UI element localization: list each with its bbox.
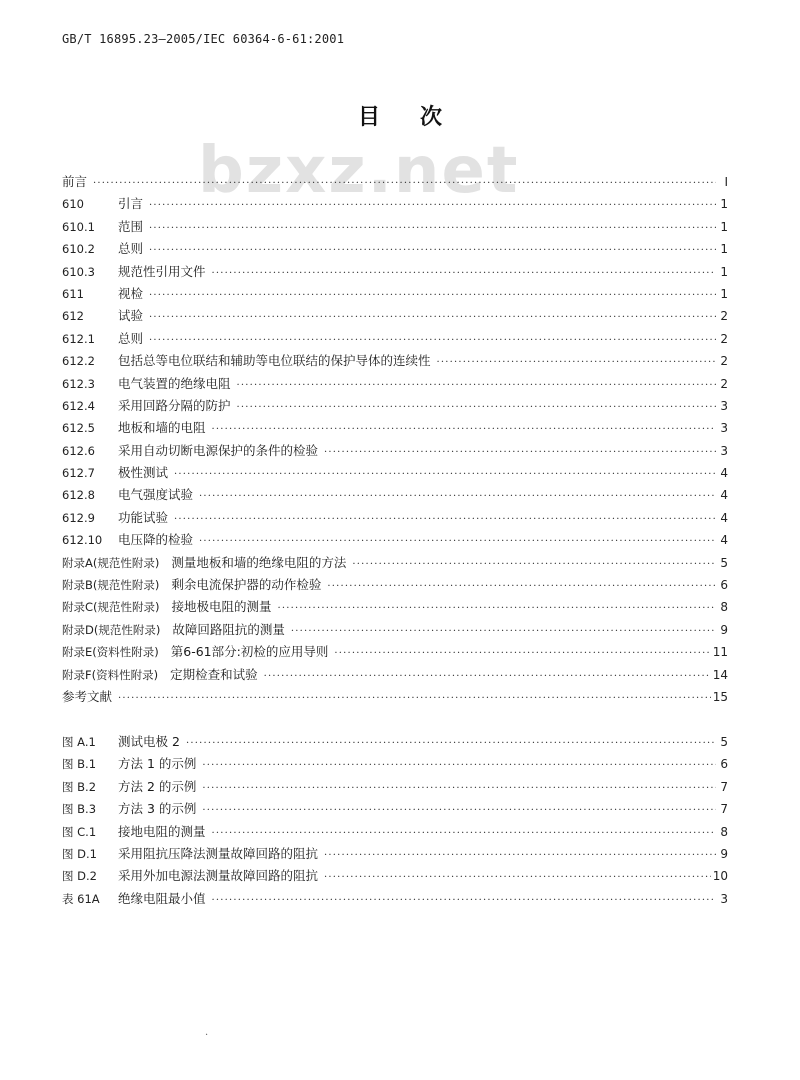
toc-entry[interactable] [62,283,728,305]
toc-dot-leader [212,823,716,845]
toc-dot-leader [202,755,716,777]
toc-entry-title: 总则 [118,330,144,346]
toc-entry-number: 612 [62,309,84,324]
toc-entry-label [62,529,197,551]
toc-entry-page: 3 [720,443,728,458]
toc-entry[interactable] [62,641,728,663]
toc-dot-leader [352,554,716,576]
toc-entry-title: 测量地板和墙的绝缘电阻的方法 [171,554,347,570]
scan-dot: · [205,1030,209,1041]
toc-entry[interactable] [62,261,728,283]
toc-dot-leader [174,509,716,531]
toc-entry-label [62,596,276,618]
toc-entry-number: 612.10 [62,533,103,548]
toc-entry[interactable] [62,821,728,843]
toc-dot-leader [174,464,716,486]
toc-entry-number: 图 D.2 [62,869,97,884]
toc-entry-page: 8 [720,824,728,839]
toc-entry-number: 附录B(规范性附录) [62,578,160,593]
toc-dot-leader [264,666,711,688]
toc-entry-label [62,798,200,820]
toc-entry-label [62,641,332,663]
toc-entry-label [62,619,289,641]
toc-entry-number: 612.1 [62,331,95,346]
toc-dot-leader [149,330,716,352]
toc-entry-title: 地板和墙的电阻 [118,420,206,436]
toc-entry-page: 1 [720,197,728,212]
toc-entry-page: 5 [720,735,728,749]
toc-dot-leader [199,486,716,508]
toc-entry-page: 1 [720,286,728,301]
toc-entry-page: 5 [720,555,728,570]
toc-entry-page: 7 [720,779,728,794]
toc-entry-page: 11 [712,645,728,660]
toc-entry-title: 引言 [118,196,144,212]
toc-entry-page: 4 [720,533,728,548]
toc-entry[interactable] [62,619,728,641]
toc-entry-page: 1 [720,219,728,234]
toc-entry-label [62,574,325,596]
toc-entry[interactable] [62,596,728,618]
toc-dot-leader [149,307,716,329]
toc-entry-label [62,753,200,775]
toc-entry-page: 2 [720,354,728,369]
toc-entry[interactable] [62,395,728,417]
toc-entry-title: 故障回路阻抗的测量 [172,621,285,637]
toc-entry-label [62,776,200,798]
toc-entry-page: 6 [720,578,728,593]
toc-entry[interactable] [62,552,728,574]
toc-entry-page: 2 [720,331,728,346]
toc-entry-number: 610.1 [62,219,95,234]
toc-entry-page: 10 [712,869,728,884]
toc-entry-label [62,731,184,753]
toc-dot-leader [199,531,716,553]
toc-dot-leader [278,598,716,620]
toc-entry[interactable] [62,417,728,439]
toc-entry-page: 1 [720,264,728,279]
toc-entry-number: 附录C(规范性附录) [62,600,160,615]
toc-dot-leader [212,890,716,912]
toc-dot-leader [149,285,716,307]
toc-entry-title: 极性测试 [118,465,169,481]
toc-entry-number: 612.5 [62,421,95,436]
toc-entry-number: 612.6 [62,443,95,458]
toc-entry[interactable] [62,373,728,395]
toc-entry-page: 15 [712,689,728,704]
toc-entry-label [62,686,116,708]
toc-entry-label [62,888,210,910]
toc-entry-title: 方法 1 的示例 [118,756,197,772]
toc-dot-leader [149,218,716,240]
toc-entry-title: 前言 [62,174,88,189]
toc-entry-number: 图 B.2 [62,779,97,794]
toc-entry[interactable] [62,798,728,820]
toc-dot-leader [324,867,711,889]
toc-dot-leader [291,621,716,643]
toc-entry-label [62,821,210,843]
toc-entry-number: 图 D.1 [62,846,97,861]
toc-entry-number: 611 [62,286,84,301]
toc-entry[interactable] [62,305,728,327]
toc-dot-leader [202,800,716,822]
toc-entry[interactable] [62,888,728,910]
toc-entry[interactable] [62,574,728,596]
toc-entry-label [62,238,147,260]
toc-entry-label [62,328,147,350]
toc-entry-page: 9 [720,846,728,861]
toc-entry-number: 610.2 [62,242,95,257]
toc-entry-title: 采用自动切断电源保护的条件的检验 [118,442,319,458]
toc-dot-leader [118,688,711,710]
toc-dot-leader [324,845,716,867]
toc-dot-leader [324,442,716,464]
toc-entry-title: 接地电阻的测量 [118,823,206,839]
toc-entry-page: 7 [720,802,728,817]
toc-dot-leader [149,195,716,217]
toc-entry[interactable] [62,171,728,193]
toc-dot-leader [149,240,716,262]
toc-entry[interactable] [62,865,728,887]
toc-entry-number: 610 [62,197,84,212]
toc-entry-number: 612.3 [62,376,95,391]
toc-entry-label [62,305,147,327]
toc-entry-title: 电气强度试验 [118,487,194,503]
toc-entry-label [62,417,210,439]
toc-entry-page: 3 [720,421,728,436]
toc-entry-page: 3 [720,891,728,906]
toc-entry-title: 定期检查和试验 [170,666,258,682]
toc-entry[interactable] [62,753,728,775]
toc-entry-title: 范围 [118,218,144,234]
toc-entry-label [62,552,350,574]
toc-entry[interactable] [62,462,728,484]
toc-entry-number: 图 C.1 [62,824,97,839]
page-title: 目次 [357,105,482,130]
toc-entry-title: 采用回路分隔的防护 [118,397,231,413]
toc-entry-label [62,395,235,417]
toc-entry-title: 包括总等电位联结和辅助等电位联结的保护导体的连续性 [118,353,431,369]
toc-entry-title: 方法 3 的示例 [118,801,197,817]
toc-entry[interactable] [62,507,728,529]
toc-entry-title: 测试电极 2 [118,734,180,749]
standard-code-header: GB/T 16895.23—2005/IEC 60364-6-61:2001 [62,32,345,46]
toc-entry[interactable] [62,484,728,506]
toc-entry-label [62,261,210,283]
toc-entry[interactable] [62,350,728,372]
toc-entry-page: 4 [720,510,728,525]
toc-entry-number: 图 A.1 [62,735,96,749]
toc-entry-number: 附录E(资料性附录) [62,645,159,660]
toc-entry-title: 第6-61部分:初检的应用导则 [170,644,329,660]
toc-entry[interactable] [62,664,728,686]
toc-entry-number: 612.9 [62,510,95,525]
toc-entry-title: 采用阻抗压降法测量故障回路的阻抗 [118,845,319,861]
toc-entry-page: 9 [720,622,728,637]
toc-entry-title: 方法 2 的示例 [118,778,197,794]
toc-dot-leader [437,352,716,374]
toc-entry-title: 剩余电流保护器的动作检验 [171,577,322,593]
toc-dot-leader [212,419,716,441]
toc-entry-number: 612.7 [62,466,95,481]
toc-entry[interactable] [62,328,728,350]
toc-entry-title: 总则 [118,241,144,257]
toc-entry-label [62,664,262,686]
toc-entry-title: 试验 [118,308,144,324]
toc-entry-number: 610.3 [62,264,95,279]
toc-entry-label [62,865,322,887]
toc-entry-page: 4 [720,488,728,503]
toc-entry-label [62,507,172,529]
toc-entry[interactable] [62,843,728,865]
toc-entry-number: 612.8 [62,488,95,503]
toc-entry-page: 3 [720,398,728,413]
toc-entry-number: 表 61A [62,891,100,906]
toc-entry-label [62,462,172,484]
toc-entry[interactable] [62,776,728,798]
toc-figures-list [62,731,728,910]
toc-entry[interactable] [62,686,728,708]
toc-entry-page: 2 [720,376,728,391]
toc-entry-number: 612.4 [62,398,95,413]
toc-entry-title: 电压降的检验 [118,532,194,548]
watermark: bzxz.net [198,134,520,208]
toc-entry[interactable] [62,238,728,260]
toc-entry-page: 6 [720,757,728,772]
toc-entry-title: 视检 [118,285,144,301]
toc-entry-page: 4 [720,466,728,481]
toc-entry-label [62,171,91,193]
toc-entry-label [62,843,322,865]
toc-entry-number: 图 B.3 [62,802,97,817]
toc-entry-title: 绝缘电阻最小值 [118,890,206,906]
toc-entry-page: Ⅰ [724,175,728,189]
toc-entry-page: 1 [720,242,728,257]
toc-dot-leader [212,263,716,285]
toc-entry-page: 14 [712,667,728,682]
toc-dot-leader [186,733,716,755]
toc-entry-title: 接地极电阻的测量 [171,599,272,615]
toc-entry-number: 附录D(规范性附录) [62,622,161,637]
toc-entry[interactable] [62,193,728,215]
toc-dot-leader [327,576,716,598]
toc-main-list [62,171,728,708]
toc-dot-leader [202,778,716,800]
toc-entry-label [62,283,147,305]
toc-entry-title: 功能试验 [118,509,169,525]
toc-entry-title: 电气装置的绝缘电阻 [118,375,231,391]
toc-dot-leader [237,397,716,419]
toc-entry-label [62,193,147,215]
toc-entry[interactable] [62,440,728,462]
toc-entry-label [62,216,147,238]
toc-entry-page: 8 [720,600,728,615]
toc-entry-label [62,440,322,462]
toc-dot-leader [93,173,716,195]
toc-entry-title: 采用外加电源法测量故障回路的阻抗 [118,868,319,884]
toc-entry-title: 规范性引用文件 [118,263,206,279]
toc-entry-label [62,373,235,395]
toc-entry-label [62,350,435,372]
toc-entry-number: 附录F(资料性附录) [62,667,159,682]
toc-entry[interactable] [62,731,728,753]
toc-entry[interactable] [62,216,728,238]
toc-entry-number: 图 B.1 [62,757,97,772]
toc-entry[interactable] [62,529,728,551]
toc-dot-leader [334,643,710,665]
toc-dot-leader [237,375,716,397]
toc-entry-title: 参考文献 [62,688,113,704]
toc-entry-number: 612.2 [62,354,95,369]
toc-entry-page: 2 [720,309,728,324]
toc-entry-label [62,484,197,506]
toc-entry-number: 附录A(规范性附录) [62,555,160,570]
